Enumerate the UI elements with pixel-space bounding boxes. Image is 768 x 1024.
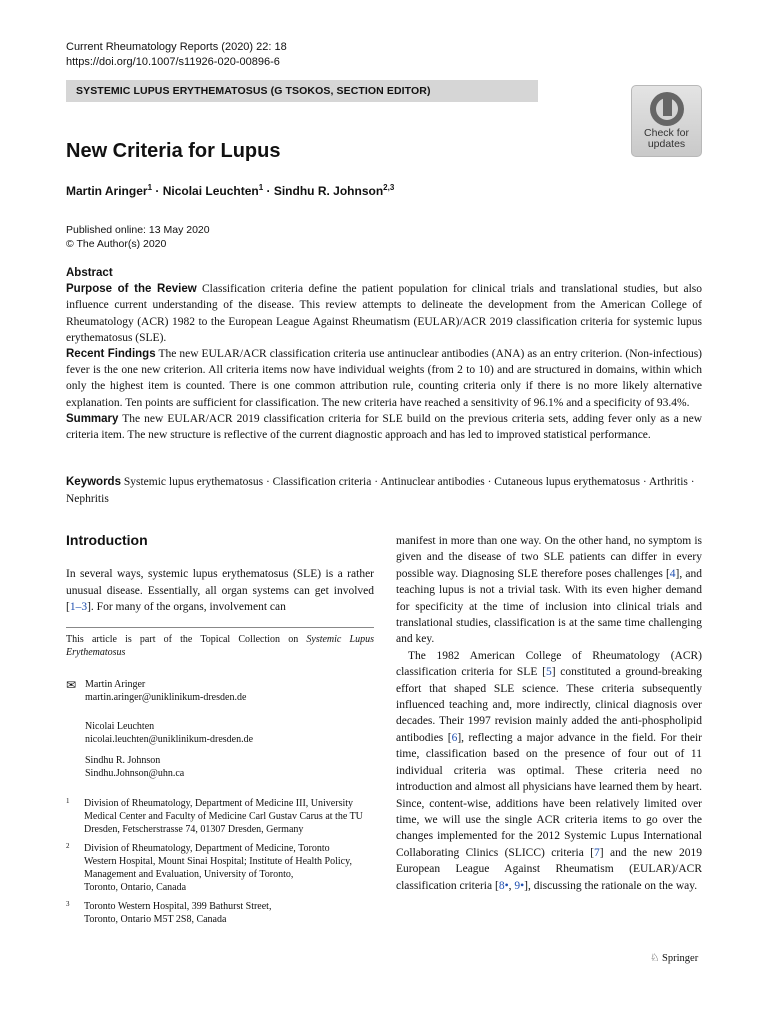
abstract-summary: [66, 411, 702, 443]
author-name[interactable]: Nicolai Leuchten: [162, 184, 259, 198]
affiliation-number: 1: [66, 797, 70, 805]
intro-paragraph-2: The 1982 American College of Rheumatology (ACR) classification criteria for SLE [5] constituted a ground-breaking effort that shaped SLE science. These criteria subsequently influenced teaching and, more indirectly, clinical diagnosis over decades. Their 1997 revision mainly added the anti-phospholipid antibodies [6], reflecting a major advance in the field. For their time, classification based on the presence of four out of 11 individual criteria was optimal. These criteria need no introduction and almost all physicians have learned them by heart. Since, content-wise, additions have been relatively limited over time, we will use the single ACR criteria items to go over the changes implemented for the 2012 Systemic Lupus International Collaborating Clinics (SLICC) criteria [7] and the new 2019 European League Against Rheumatism (EULAR)/ACR classification criteria [8•, 9•], discussing the rationale on the way.: [396, 649, 702, 892]
purpose-label: Purpose of the Review: [66, 283, 197, 296]
copyright-line: © The Author(s) 2020: [66, 238, 167, 250]
badge-label: Check for updates: [644, 127, 689, 150]
section-banner: SYSTEMIC LUPUS ERYTHEMATOSUS (G TSOKOS, SECTION EDITOR): [66, 80, 538, 102]
author-name[interactable]: Sindhu R. Johnson: [273, 184, 384, 198]
keywords: [66, 474, 702, 507]
citation-link[interactable]: 5: [545, 666, 552, 679]
abstract-findings: [66, 346, 702, 411]
author-name[interactable]: Martin Aringer: [66, 184, 148, 198]
doi-link[interactable]: https://doi.org/10.1007/s11926-020-00896-6: [66, 56, 280, 68]
citation-link[interactable]: 1–3: [69, 601, 88, 613]
contact-2: [85, 720, 253, 746]
author-affil-mark: 1: [258, 183, 264, 192]
affiliation-2: 2 Division of Rheumatology, Department of Medicine, Toronto Western Hospital, Mount Sinai Hospital; Institute of Health Policy, Management and Evaluation, University of Toronto, Toronto, Ontario, Canada: [66, 842, 352, 893]
purpose-text: Classification criteria define the patient population for clinical trials and translational studies, but also influence current understanding of the disease. This review attempts to delineate the development from the American College of Rheumatology (ACR) 1982 to the European League Against Rheumatism (EULAR)/ACR 2019 classification criteria for systemic lupus erythematosus (SLE).: [66, 283, 703, 344]
contact-email[interactable]: nicolai.leuchten@uniklinikum-dresden.de: [85, 734, 254, 745]
abstract-heading: Abstract: [66, 267, 113, 279]
check-for-updates-badge[interactable]: [631, 85, 702, 157]
springer-horse-icon: ♘: [650, 953, 660, 964]
topical-collection-note: This article is part of the Topical Collection on Systemic Lupus Erythematosus: [66, 634, 374, 658]
citation-link[interactable]: 6: [451, 731, 458, 744]
affiliation-number: 2: [66, 842, 70, 850]
paper-title: New Criteria for Lupus: [66, 140, 281, 162]
author-list: [66, 183, 394, 198]
contact-name: Martin Aringer: [85, 679, 146, 690]
author-affil-mark: 2,3: [383, 183, 395, 192]
author-separator: ·: [263, 184, 274, 198]
publication-info: [66, 223, 210, 251]
author-separator: ·: [152, 184, 163, 198]
keywords-text: Systemic lupus erythematosus · Classification criteria · Antinuclear antibodies · Cutaneous lupus erythematosus · Arthritis · Nephritis: [66, 476, 695, 505]
citation-link[interactable]: 7: [594, 846, 600, 859]
affiliation-number: 3: [66, 900, 70, 908]
abstract-purpose: [66, 281, 702, 346]
author-affil-mark: 1: [147, 183, 153, 192]
contact-email[interactable]: Sindhu.Johnson@uhn.ca: [85, 768, 185, 779]
published-date: Published online: 13 May 2020: [66, 224, 210, 236]
contact-1: [85, 678, 246, 704]
citation-link[interactable]: 9•: [514, 879, 525, 892]
affiliation-1: 1 Division of Rheumatology, Department of Medicine III, University Medical Center and Faculty of Medicine Carl Gustav Carus at the TU Dresden, Fetscherstrasse 74, 01307 Dresden, Germany: [66, 797, 363, 835]
intro-right-column: [396, 533, 702, 894]
intro-paragraph-1-cont: manifest in more than one way. On the other hand, no symptom is given and the disease of two SLE patients can differ in every possible way. Diagnosing SLE therefore poses challenges [4], and teaching lupus is not a trivial task. With its even higher demand for specificity at the time of inclusion into clinical trials and translational studies, classification is at the same time challenging and key.: [396, 535, 702, 646]
crossmark-icon: [650, 92, 684, 126]
abstract: [66, 265, 702, 443]
summary-text: The new EULAR/ACR 2019 classification criteria for SLE build on the previous criteria sets, adding fever only as a new criteria item. The new structure is reflective of the current diagnostic approach and has led to improved statistical performance.: [66, 412, 702, 442]
collection-topic[interactable]: Systemic Lupus Erythematosus: [66, 634, 374, 658]
contact-email[interactable]: martin.aringer@uniklinikum-dresden.de: [85, 692, 247, 703]
publisher-name: Springer: [662, 953, 699, 964]
journal-header: [66, 40, 287, 70]
contact-name: Sindhu R. Johnson: [85, 755, 161, 766]
publisher-logo: [650, 952, 698, 964]
introduction-heading: Introduction: [66, 532, 148, 548]
keywords-label: Keywords: [66, 476, 121, 488]
findings-label: Recent Findings: [66, 348, 156, 361]
affiliation-3: 3 Toronto Western Hospital, 399 Bathurst Street, Toronto, Ontario M5T 2S8, Canada: [66, 900, 272, 925]
citation-link[interactable]: 8•: [498, 879, 509, 892]
summary-label: Summary: [66, 412, 119, 425]
envelope-icon: ✉: [66, 678, 77, 692]
intro-paragraph-1-start: In several ways, systemic lupus erythematosus (SLE) is a rather unusual disease. Essentially, all organ systems can get involved [1–3]. For many of the organs, involvement can: [66, 568, 374, 613]
contact-name: Nicolai Leuchten: [85, 721, 155, 732]
journal-citation: Current Rheumatology Reports (2020) 22: 18: [66, 41, 287, 53]
divider: [66, 627, 374, 628]
citation-link[interactable]: 4: [669, 567, 676, 580]
findings-text: The new EULAR/ACR classification criteria use antinuclear antibodies (ANA) as an entry criterion. (Non-infectious) fever is the one new criterion. All criteria items now have individual weights (from 2 to 10) and are structured in domains, within which only the highest item is counted. There is one common attribution rule, counting criteria only if there is no more likely alternative explanation. Ten points are sufficient for classification. The new criteria have reached a sensitivity of 96.1% and a specificity of 93.4%.: [66, 348, 703, 409]
contact-3: [85, 754, 184, 780]
